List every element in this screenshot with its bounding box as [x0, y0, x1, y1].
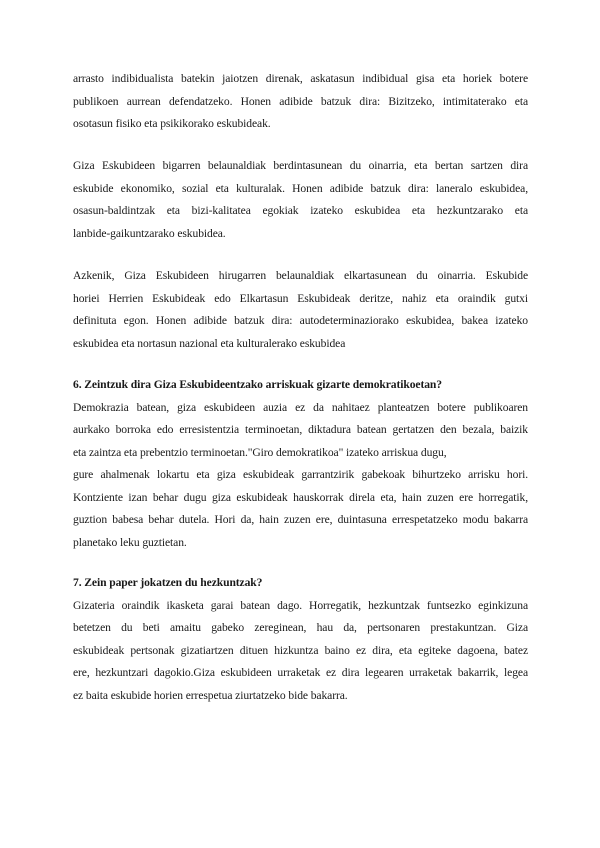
section-6 [73, 374, 528, 554]
paragraph-first-generation-rights [73, 68, 528, 136]
text-line: betetzen du beti amaitu gabeko zereginean, hau da, pertsonaren prestakuntzan. Giza [73, 621, 528, 634]
text-line: horiei Herrien Eskubideak edo Elkartasun Eskubideak deritze, nahiz eta oraindik gutxi [73, 291, 528, 305]
text-line: guztion babesa behar dutela. Hori da, hain zuzen ere, duintasuna errespetatzeko modu bakarra [73, 513, 528, 526]
text-line: eta zaintza eta prebentzio terminoetan."Giro demokratikoa" izateko arriskua dugu, [73, 445, 447, 459]
text-line: eskubidea eta nortasun nazional eta kulturalerako eskubidea [73, 336, 346, 350]
text-line: planetako leku guztietan. [73, 535, 187, 549]
text-line: arrasto indibidualista batekin jaiotzen direnak, askatasun indibidual gisa eta horiek botere [73, 72, 528, 85]
text-line: Azkenik, Giza Eskubideen hirugarren belaunaldiak elkartasunean du oinarria. Eskubide [73, 269, 528, 282]
text-line: Demokrazia batean, giza eskubideen auzia ez da nahitaez planteatzen botere publikoaren [73, 400, 528, 414]
text-line: lanbide-gaikuntzarako eskubidea. [73, 226, 226, 240]
section-6-heading: 6. Zeintzuk dira Giza Eskubideentzako arriskuak gizarte demokratikoetan? [73, 378, 442, 391]
paragraph-third-generation-rights [73, 265, 528, 355]
text-line: aurkako borroka edo erresistentzia terminoetan, diktadura batean gertatzen den bezala, baizik [73, 423, 528, 436]
section-7 [73, 572, 528, 707]
text-line: Kontziente izan behar dugu giza eskubideak hauskorrak direla eta, hain zuzen ere horregatik, [73, 490, 528, 504]
text-line: ez baita eskubide horien errespetua ziurtatzeko bide bakarra. [73, 688, 348, 702]
text-line: Gizateria oraindik ikasketa garai batean dago. Horregatik, hezkuntzak funtsezko eginkizuna [73, 598, 528, 612]
text-line: eskubide ekonomiko, sozial eta kulturalak. Honen adibide batzuk dira: laneralo eskubidea, [73, 181, 528, 195]
section-7-heading: 7. Zein paper jokatzen du hezkuntzak? [73, 576, 263, 589]
text-line: osotasun fisiko eta psikikorako eskubideak. [73, 117, 271, 130]
text-line: osasun-baldintzak eta bizi-kalitatea egokiak izateko eskubidea eta hezkuntzarako eta [73, 204, 528, 217]
text-line: eskubideak pertsonak gizatiartzen dituen hizkuntza baino ez dira, eta egiteke dagoena, batez [73, 643, 528, 657]
paragraph-second-generation-rights [73, 155, 528, 245]
text-line: definituta egon. Honen adibide batzuk dira: autodeterminaziorako eskubidea, bakea izateko [73, 314, 528, 327]
text-line: publikoen aurrean defendatzeko. Honen adibide batzuk dira: Bizitzeko, intimitaterako eta [73, 94, 528, 108]
text-line: ere, hezkuntzari dagokio.Giza eskubideen urraketak ez dira legearen urraketak bakarrik, legea [73, 666, 528, 679]
text-line: Giza Eskubideen bigarren belaunaldiak berdintasunean du oinarria, eta bertan sartzen dira [73, 159, 528, 172]
text-line: gure ahalmenak lokartu eta giza eskubideak garrantzirik gabekoak bihurtzeko arrisku hori. [73, 468, 528, 481]
